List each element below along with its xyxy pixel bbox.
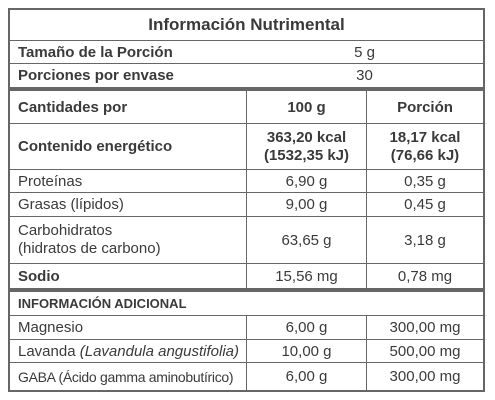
table-row — [10, 192, 483, 216]
proteins-portion: 0,35 g — [366, 170, 483, 192]
carbs-portion: 3,18 g — [366, 217, 483, 263]
lavender-100g: 10,00 g — [246, 340, 366, 362]
portion-size-value: 5 g — [354, 43, 375, 61]
carbs-100g: 63,65 g — [246, 217, 366, 263]
portions-per-container-label: Porciones por envase — [18, 67, 174, 84]
sodium-portion: 0,78 mg — [366, 264, 483, 288]
portion-size-row — [10, 40, 483, 63]
sodium-label: Sodio — [18, 267, 60, 285]
carbs-label-line2: (hidratos de carbono) — [18, 240, 161, 257]
table-row — [10, 315, 483, 339]
amounts-header-row — [10, 87, 483, 123]
sodium-100g: 15,56 mg — [246, 264, 366, 288]
table-row — [10, 216, 483, 263]
header-col-100g: 100 g — [246, 91, 366, 123]
fats-label: Grasas (lípidos) — [18, 196, 124, 213]
energy-row — [10, 123, 483, 169]
lavender-portion: 500,00 mg — [366, 340, 483, 362]
amounts-header-label: Cantidades por — [18, 98, 128, 116]
portions-per-container-value: 30 — [356, 67, 373, 84]
lavender-label-name: Lavanda — [18, 342, 80, 360]
magnesium-label: Magnesio — [18, 319, 84, 336]
additional-info-header: INFORMACIÓN ADICIONAL — [18, 296, 187, 311]
nutrition-facts-table — [8, 8, 485, 392]
table-title: Información Nutrimental — [148, 15, 345, 34]
proteins-label: Proteínas — [18, 172, 83, 190]
lavender-label — [18, 340, 246, 362]
energy-portion-kcal: 18,17 kcal — [389, 128, 461, 146]
energy-100g-kj: (1532,35 kJ) — [263, 146, 350, 164]
carbs-label — [18, 217, 246, 263]
sodium-row — [10, 263, 483, 288]
fats-100g: 9,00 g — [246, 193, 366, 216]
energy-portion — [366, 124, 483, 169]
energy-100g-kcal: 363,20 kcal — [266, 128, 347, 146]
table-row — [10, 169, 483, 192]
energy-portion-kj: (76,66 kJ) — [390, 146, 460, 164]
gaba-portion: 300,00 mg — [366, 363, 483, 390]
gaba-100g: 6,00 g — [246, 363, 366, 390]
energy-label: Contenido energético — [18, 138, 173, 155]
table-row — [10, 362, 483, 390]
magnesium-100g: 6,00 g — [246, 316, 366, 339]
portion-size-label: Tamaño de la Porción — [18, 43, 173, 61]
fats-portion: 0,45 g — [366, 193, 483, 216]
proteins-100g: 6,90 g — [246, 170, 366, 192]
header-col-portion: Porción — [366, 91, 483, 123]
carbs-label-line1: Carbohidratos — [18, 222, 113, 239]
magnesium-portion: 300,00 mg — [366, 316, 483, 339]
lavender-label-scientific: (Lavandula angustifolia) — [79, 342, 240, 360]
table-row — [10, 339, 483, 362]
additional-info-header-row — [10, 288, 483, 315]
energy-100g — [246, 124, 366, 169]
portions-per-container-row — [10, 63, 483, 87]
gaba-label: GABA (Ácido gamma aminobutírico) — [18, 368, 234, 385]
